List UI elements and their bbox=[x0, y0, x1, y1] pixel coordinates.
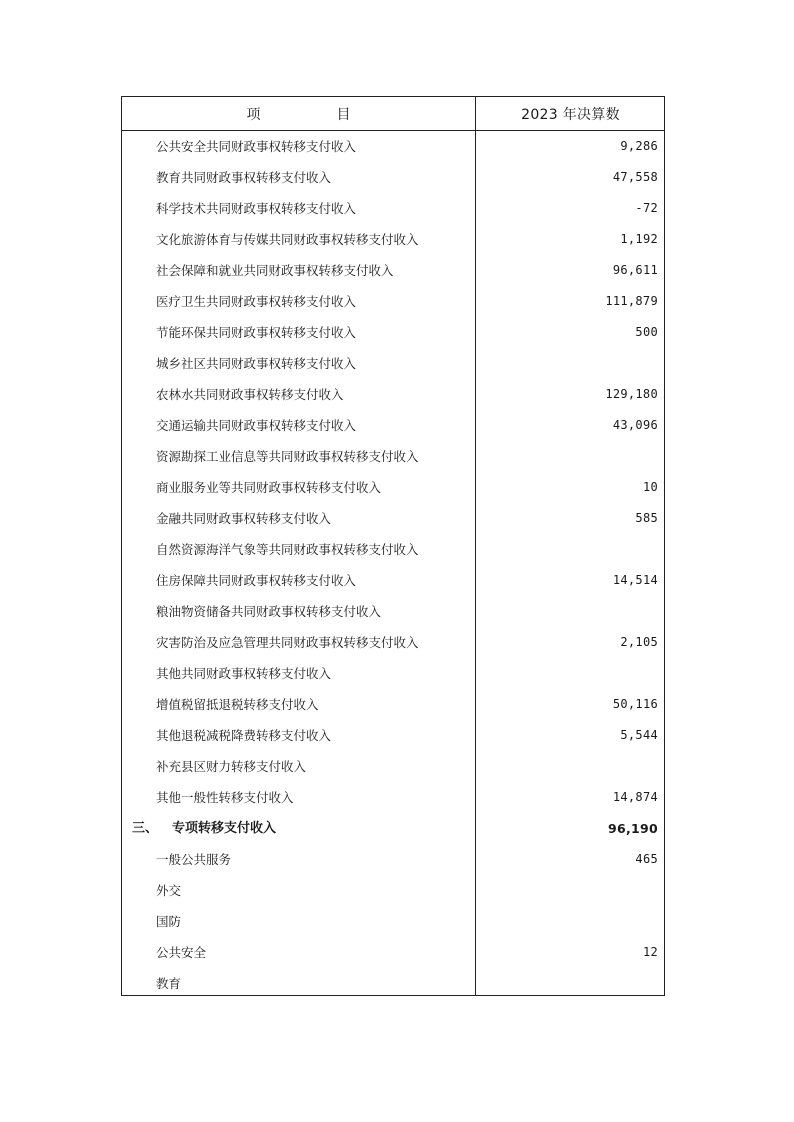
table-row bbox=[122, 441, 664, 472]
table-row bbox=[122, 906, 664, 937]
row-value: 14,874 bbox=[612, 790, 658, 804]
row-name: 城乡社区共同财政事权转移支付收入 bbox=[156, 356, 357, 371]
row-name: 教育 bbox=[156, 976, 182, 991]
row-value: 585 bbox=[635, 511, 658, 525]
row-value: 9,286 bbox=[620, 139, 658, 153]
row-name: 资源勘探工业信息等共同财政事权转移支付收入 bbox=[156, 449, 419, 464]
row-name: 外交 bbox=[156, 883, 182, 898]
table-row bbox=[122, 348, 664, 379]
row-value: 12 bbox=[642, 945, 658, 959]
row-name: 灾害防治及应急管理共同财政事权转移支付收入 bbox=[156, 635, 419, 650]
table-row bbox=[122, 875, 664, 906]
row-name: 补充县区财力转移支付收入 bbox=[156, 759, 307, 774]
row-name: 公共安全 bbox=[156, 945, 207, 960]
table-row bbox=[122, 503, 664, 534]
section-title bbox=[132, 813, 276, 844]
table-header bbox=[122, 97, 664, 131]
row-value: 10 bbox=[642, 480, 658, 494]
row-name: 文化旅游体育与传媒共同财政事权转移支付收入 bbox=[156, 232, 419, 247]
row-name: 农林水共同财政事权转移支付收入 bbox=[156, 387, 344, 402]
row-name: 节能环保共同财政事权转移支付收入 bbox=[156, 325, 357, 340]
row-name: 其他共同财政事权转移支付收入 bbox=[156, 666, 332, 681]
row-value: 14,514 bbox=[612, 573, 658, 587]
row-value: 96,611 bbox=[612, 263, 658, 277]
table-row bbox=[122, 224, 664, 255]
row-name: 教育共同财政事权转移支付收入 bbox=[156, 170, 332, 185]
row-value: 129,180 bbox=[605, 387, 658, 401]
table-row bbox=[122, 286, 664, 317]
row-name: 商业服务业等共同财政事权转移支付收入 bbox=[156, 480, 382, 495]
row-value: 50,116 bbox=[612, 697, 658, 711]
row-name: 社会保障和就业共同财政事权转移支付收入 bbox=[156, 263, 394, 278]
table-row bbox=[122, 410, 664, 441]
table-row bbox=[122, 255, 664, 286]
section-row-special-transfer bbox=[122, 813, 664, 844]
row-name: 金融共同财政事权转移支付收入 bbox=[156, 511, 332, 526]
table-row bbox=[122, 379, 664, 410]
row-name: 科学技术共同财政事权转移支付收入 bbox=[156, 201, 357, 216]
row-value: 465 bbox=[635, 852, 658, 866]
row-name: 交通运输共同财政事权转移支付收入 bbox=[156, 418, 357, 433]
header-item-column bbox=[122, 97, 475, 130]
row-name: 医疗卫生共同财政事权转移支付收入 bbox=[156, 294, 357, 309]
row-name: 住房保障共同财政事权转移支付收入 bbox=[156, 573, 357, 588]
row-name: 一般公共服务 bbox=[156, 852, 232, 867]
table-row bbox=[122, 782, 664, 813]
row-name: 粮油物资储备共同财政事权转移支付收入 bbox=[156, 604, 382, 619]
header-value-column: 2023 年决算数 bbox=[521, 106, 620, 123]
row-name: 自然资源海洋气象等共同财政事权转移支付收入 bbox=[156, 542, 419, 557]
table-body bbox=[122, 131, 664, 999]
section-name: 专项转移支付收入 bbox=[172, 821, 277, 836]
table-row bbox=[122, 937, 664, 968]
row-value: 500 bbox=[635, 325, 658, 339]
row-name: 公共安全共同财政事权转移支付收入 bbox=[156, 139, 357, 154]
row-value: 47,558 bbox=[612, 170, 658, 184]
section-number: 三、 bbox=[132, 821, 159, 836]
row-name: 其他一般性转移支付收入 bbox=[156, 790, 294, 805]
header-item-label-1: 项 bbox=[246, 106, 261, 123]
header-item-label-2: 目 bbox=[336, 106, 351, 123]
table-row bbox=[122, 534, 664, 565]
table-row bbox=[122, 596, 664, 627]
row-name: 国防 bbox=[156, 914, 182, 929]
table-row bbox=[122, 689, 664, 720]
table-row bbox=[122, 627, 664, 658]
row-value: 2,105 bbox=[620, 635, 658, 649]
row-value: -72 bbox=[635, 201, 658, 215]
table-row bbox=[122, 193, 664, 224]
row-name: 其他退税减税降费转移支付收入 bbox=[156, 728, 332, 743]
row-value: 1,192 bbox=[620, 232, 658, 246]
table-row bbox=[122, 658, 664, 689]
row-value: 5,544 bbox=[620, 728, 658, 742]
table-row bbox=[122, 968, 664, 999]
table-row bbox=[122, 131, 664, 162]
row-value: 43,096 bbox=[612, 418, 658, 432]
table-row bbox=[122, 844, 664, 875]
table-row bbox=[122, 751, 664, 782]
budget-table bbox=[121, 96, 665, 996]
table-row bbox=[122, 162, 664, 193]
table-row bbox=[122, 565, 664, 596]
row-name: 增值税留抵退税转移支付收入 bbox=[156, 697, 319, 712]
table-row bbox=[122, 720, 664, 751]
table-row bbox=[122, 317, 664, 348]
row-value: 111,879 bbox=[605, 294, 658, 308]
section-value: 96,190 bbox=[607, 821, 658, 836]
table-row bbox=[122, 472, 664, 503]
